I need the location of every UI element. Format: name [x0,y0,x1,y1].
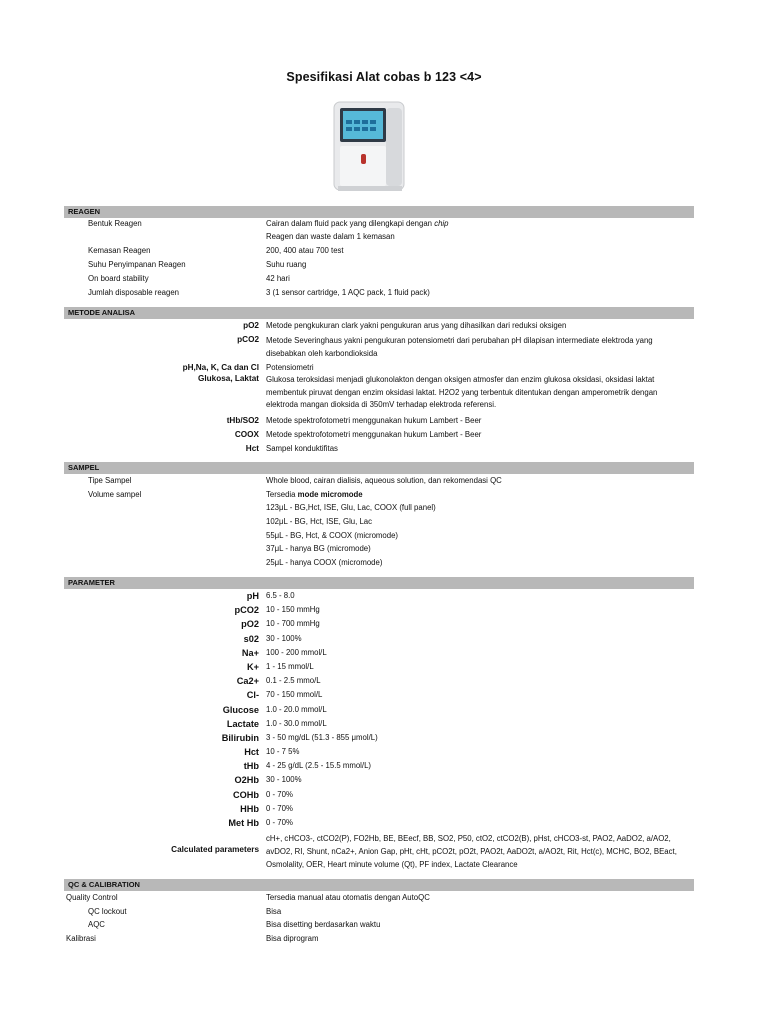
section-metode-analisa [64,307,694,458]
table-row [64,733,694,747]
row-value: Reagen dan waste dalam 1 kemasan [266,232,395,241]
section-header: METODE ANALISA [64,307,694,319]
param-range: 1.0 - 30.0 mmol/L [266,718,327,728]
row-value: Bisa disetting berdasarkan waktu [266,920,381,930]
row-label: On board stability [88,274,149,283]
row-value: Suhu ruang [266,260,307,269]
table-row [64,218,694,232]
row-value: Metode spektrofotometri menggunakan hukum Lambert - Beer [266,416,482,425]
table-row [64,719,694,733]
row-label: Bentuk Reagen [88,219,142,228]
param-label: Ca2+ [236,676,259,687]
param-label: K+ [246,661,259,672]
row-label: Kalibrasi [66,934,96,944]
row-value: Metode Severinghaus yakni pengukuran potensiometri dari perubahan pH dilapisan intermediate elektroda yang disebabkan oleh karbondioksida [266,336,653,358]
table-row [64,648,694,662]
param-label: Met Hb [228,818,259,828]
param-range: 1 - 15 mmol/L [266,661,314,671]
table-row [64,920,694,934]
param-label: O2Hb [234,775,259,786]
table-row [64,531,694,545]
param-range: 6.5 - 8.0 [266,591,295,600]
row-value: 55μL - BG, Hct, & COOX (micromode) [266,530,399,540]
param-label: Glucose [222,704,259,715]
param-range: 10 - 700 mmHg [266,619,320,629]
param-label: pO2 [241,619,259,630]
param-range: 0 - 70% [266,818,293,827]
param-label: Na+ [241,647,259,658]
table-row [64,416,694,430]
table-row [64,747,694,761]
row-value: 42 hari [266,274,290,283]
table-row [64,476,694,490]
table-row [64,260,694,274]
table-row [64,775,694,789]
row-value: 200, 400 atau 700 test [266,246,344,255]
param-label: Lactate [226,718,259,729]
table-row [64,676,694,690]
param-label: Cl- [246,690,259,701]
param-label: pH [246,591,259,601]
row-label: Hct [245,444,259,453]
param-range: 3 - 50 mg/dL (51.3 - 855 μmol/L) [266,732,378,742]
row-label: Jumlah disposable reagen [88,288,180,297]
param-label: Bilirubin [221,732,259,743]
row-label: pO2 [243,321,259,330]
param-label: COHb [232,789,259,800]
table-row [64,503,694,517]
row-value: 25μL - hanya COOX (micromode) [266,558,383,568]
table-row [64,619,694,633]
table-row [64,517,694,531]
row-value: Whole blood, cairan dialisis, aqueous solution, dan rekomendasi QC [266,476,502,485]
table-row [64,690,694,704]
param-label: tHb [243,761,259,772]
table-row [64,591,694,605]
section-parameter [64,577,694,874]
table-row [64,907,694,921]
param-range: 1.0 - 20.0 mmol/L [266,704,327,714]
table-row [64,363,694,374]
row-label: tHb/SO2 [226,416,259,425]
param-label: pCO2 [234,605,259,616]
section-qc-calibration [64,879,694,948]
section-header: QC & CALIBRATION [64,879,694,891]
row-label: Glukosa, Laktat [198,374,259,383]
table-row [64,558,694,572]
param-range: 0 - 70% [266,803,293,813]
table-row [64,430,694,444]
row-value: Metode spektrofotometri menggunakan hukum Lambert - Beer [266,430,482,439]
row-value: Cairan dalam fluid pack yang dilengkapi dengan chip [266,219,449,228]
table-row [64,761,694,775]
row-value: Metode pengkukuran clark yakni pengukuran arus yang dihasilkan dari reduksi oksigen [266,321,567,330]
row-value: Bisa diprogram [266,934,319,944]
param-range: 70 - 150 mmol/L [266,690,323,700]
table-row [64,246,694,260]
row-label: Quality Control [66,893,118,902]
row-value: Glukosa teroksidasi menjadi glukonolakton dengan oksigen atmosfer dan enzim glukosa oksidasi, oksidasi laktat membentuk piruvat dengan enzim oksidasi laktat. H2O2 yang terbentuk ditentukan dengan amperometrik dengan elektroda mangan dioksida di 350mV terhadap elektroda referensi. [266,375,658,409]
row-label: Tipe Sampel [88,476,132,485]
table-row [64,444,694,458]
table-row [64,832,694,874]
param-range: 0.1 - 2.5 mmo/L [266,676,321,686]
row-value: Bisa [266,906,282,916]
table-row [64,288,694,302]
row-value: 3 (1 sensor cartridge, 1 AQC pack, 1 fluid pack) [266,288,430,297]
section-sampel [64,462,694,572]
section-header: REAGEN [64,206,694,218]
param-label: HHb [240,803,259,814]
row-label: QC lockout [88,906,127,916]
row-value: 123μL - BG,Hct, ISE, Glu, Lac, COOX (full panel) [266,503,436,513]
param-range: 30 - 100% [266,775,302,785]
row-label: Volume sampel [88,489,142,499]
param-range: 10 - 7 5% [266,747,300,757]
table-row [64,232,694,246]
row-value: Sampel konduktifitas [266,444,338,453]
row-value: 102μL - BG, Hct, ISE, Glu, Lac [266,517,373,527]
row-label: AQC [88,920,105,930]
row-value: Tersedia manual atau otomatis dengan AutoQC [266,893,430,902]
table-row [64,790,694,804]
param-range: 100 - 200 mmol/L [266,647,327,657]
table-row [64,705,694,719]
param-range: 0 - 70% [266,789,293,799]
table-row [64,634,694,648]
row-label: pH,Na, K, Ca dan Cl [182,363,259,372]
table-row [64,893,694,907]
section-reagen [64,206,694,302]
table-row [64,321,694,335]
row-label: Suhu Penyimpanan Reagen [88,260,186,269]
calculated-parameters-list: cH+, cHCO3-, ctCO2(P), FO2Hb, BE, BEecf, BB, SO2, P50, ctO2, ctCO2(B), pHst, cHCO3-st, PAO2, AaDO2, a/AO2, avDO2, RI, Shunt, nCa2+, Anion Gap, pHt, cHt, pCO2t, pO2t, PAO2t, AaDO2t, a/AO2t, Rit, Hct(c), MCHC, BO2, BEact, Osmolality, OER, Heart minute volume (Qt), PF index, Lactate Clearance [266,834,677,870]
param-range: 30 - 100% [266,633,302,643]
section-header: SAMPEL [64,462,694,474]
table-row [64,934,694,948]
analyzer-device-image [330,98,408,194]
page-title: Spesifikasi Alat cobas b 123 <4> [286,70,482,84]
table-row [64,818,694,832]
param-label: s02 [243,633,259,644]
row-value: Potensiometri [266,363,314,372]
table-row [64,662,694,676]
table-row [64,274,694,288]
row-label: COOX [234,430,259,439]
param-range: 10 - 150 mmHg [266,605,320,615]
param-label: Calculated parameters [171,845,259,855]
table-row [64,804,694,818]
table-row [64,374,694,416]
table-row [64,335,694,363]
section-header: PARAMETER [64,577,694,589]
table-row [64,544,694,558]
row-value: Tersedia mode micromode [266,489,363,499]
table-row [64,605,694,619]
row-value: 37μL - hanya BG (micromode) [266,544,371,554]
row-label: pCO2 [237,335,259,344]
table-row [64,490,694,504]
param-label: Hct [244,747,259,758]
param-range: 4 - 25 g/dL (2.5 - 15.5 mmol/L) [266,761,372,771]
row-label: Kemasan Reagen [88,246,151,255]
